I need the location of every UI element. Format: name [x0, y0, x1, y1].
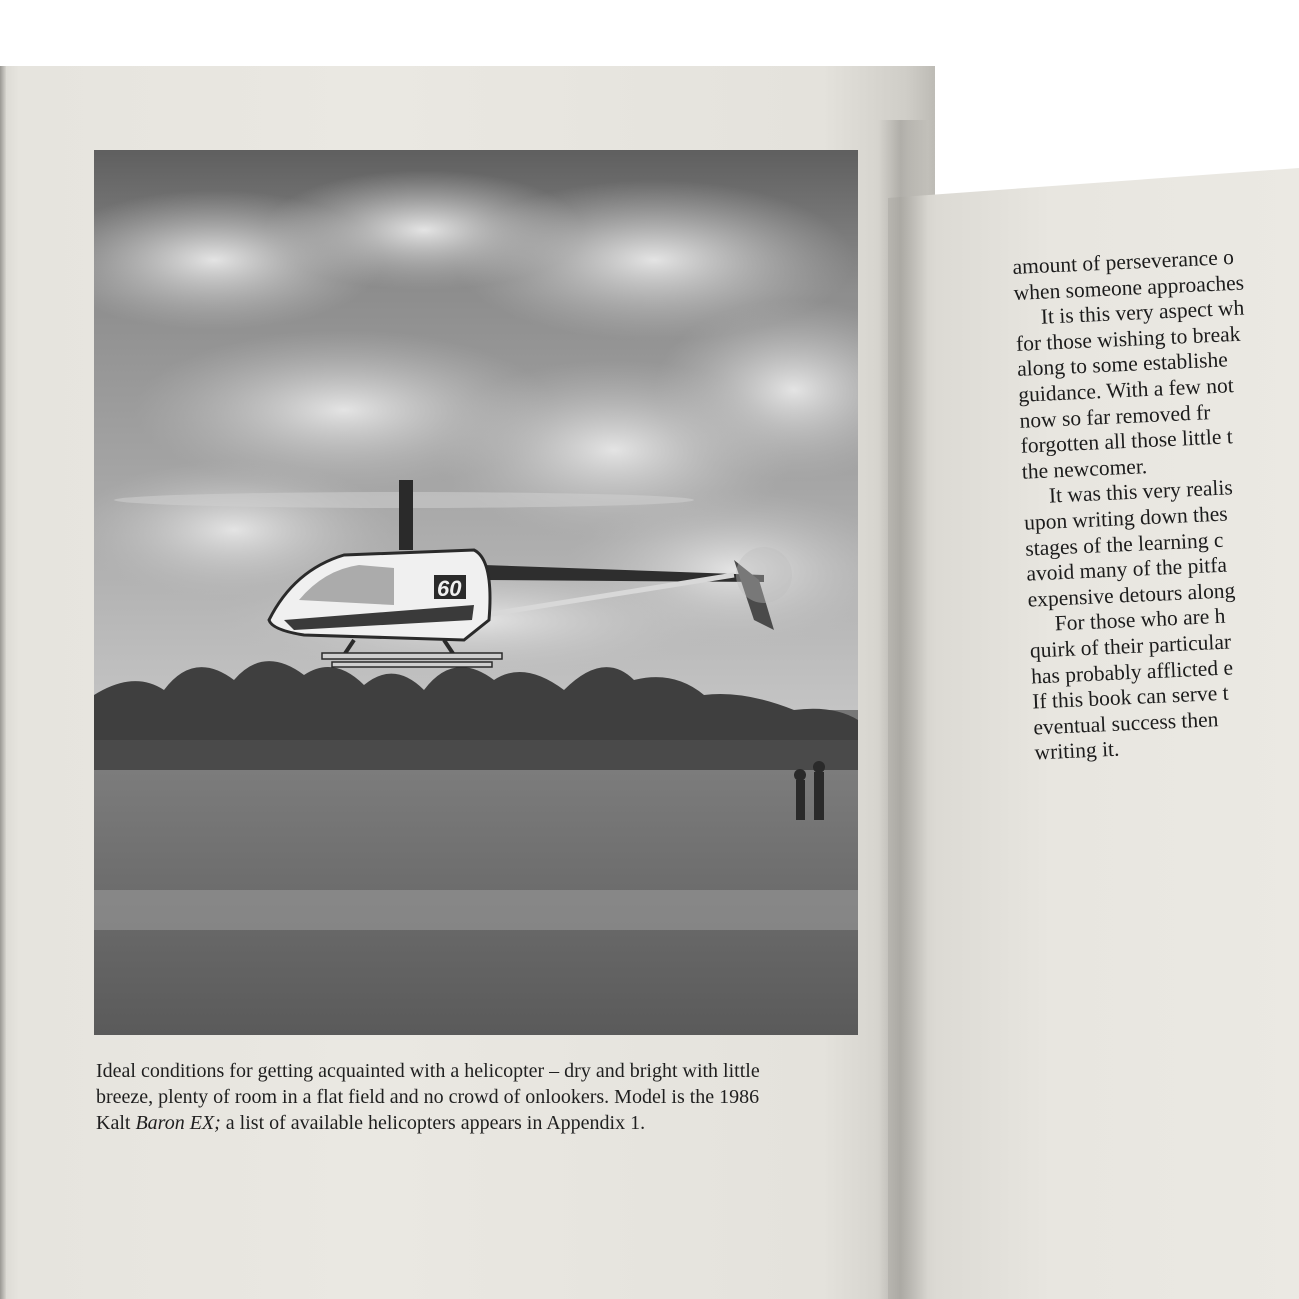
page-edge	[0, 66, 6, 1299]
text-line: If this book can serve t	[1031, 680, 1230, 714]
text-line: the newcomer.	[1021, 453, 1148, 484]
text-line: quirk of their particular	[1029, 629, 1232, 663]
text-line: amount of perseverance o	[1012, 244, 1235, 279]
caption-line	[96, 1110, 836, 1136]
text-line: expensive detours along	[1027, 577, 1236, 612]
text-line: avoid many of the pitfa	[1025, 552, 1228, 586]
fuselage-number: 60	[437, 576, 462, 601]
text-line: writing it.	[1034, 736, 1120, 765]
text-line: has probably afflicted e	[1030, 654, 1234, 689]
text-line: forgotten all those little t	[1020, 424, 1234, 458]
text-line: eventual success then	[1032, 706, 1219, 740]
text-line: guidance. With a few not	[1017, 373, 1235, 407]
helicopter-photo	[94, 150, 858, 1035]
photo-caption	[96, 1058, 836, 1136]
text-line: stages of the learning c	[1024, 527, 1224, 561]
text-line: It was this very realis	[1048, 475, 1234, 508]
book-gutter	[878, 120, 928, 1299]
text-line: now so far removed fr	[1018, 399, 1211, 433]
caption-prefix: Kalt	[96, 1112, 136, 1134]
text-line: For those who are h	[1054, 604, 1226, 636]
caption-line: breeze, plenty of room in a flat field and no crowd of onlookers. Model is the 1986	[96, 1086, 760, 1108]
right-page-text	[1012, 236, 1299, 766]
text-line: upon writing down thes	[1023, 501, 1229, 535]
photo-illustration	[94, 150, 858, 1035]
caption-line: Ideal conditions for getting acquainted with a helicopter – dry and bright with little	[96, 1060, 760, 1082]
text-line: It is this very aspect wh	[1040, 295, 1245, 329]
text-line: along to some establishe	[1016, 347, 1229, 382]
model-name: Baron EX;	[135, 1112, 221, 1134]
text-line: for those wishing to break	[1015, 321, 1241, 356]
caption-suffix: a list of available helicopters appears in Appendix 1.	[220, 1112, 646, 1134]
text-line: when someone approaches	[1013, 270, 1245, 305]
